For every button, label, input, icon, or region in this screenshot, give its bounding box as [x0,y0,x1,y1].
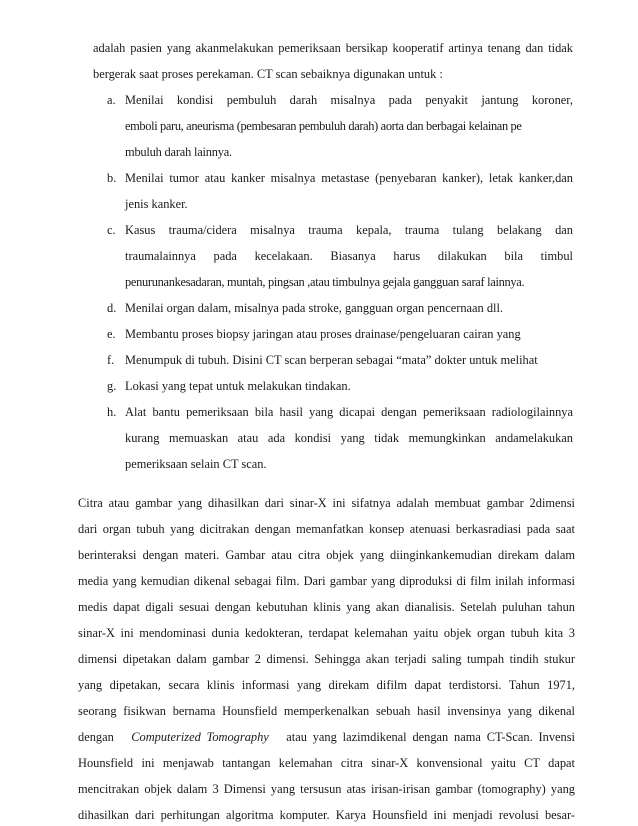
list-marker-h: h. [107,405,117,419]
paragraph-line-9: seorang fisikwan bernama Hounsfield memperkenalkan sebuah hasil invensinya yang dikenal [78,704,575,718]
list-item-d-line-1: Menilai organ dalam, misalnya pada stroke, gangguan organ pencernaan dll. [125,301,504,315]
paragraph-line-11: Hounsfield ini menjawab tantangan kelemahan citra sinar-X konvensional yaitu CT dapat [78,756,575,770]
paragraph-line-3: berinteraksi dengan materi. Gambar atau citra objek yang diinginkankemudian direkam dalam [78,548,575,562]
list-marker-b: b. [107,171,117,185]
list-marker-e: e. [107,327,116,341]
list-item-f-line-1: Menumpuk di tubuh. Disini CT scan berperan sebagai “mata” dokter untuk melihat [125,353,538,367]
list-item-a-line-3: mbuluh darah lainnya. [125,145,232,159]
list-item-a-line-1: Menilai kondisi pembuluh darah misalnya pada penyakit jantung koroner, [125,93,573,107]
list-marker-a: a. [107,93,116,107]
list-item-h-line-3: pemeriksaan selain CT scan. [125,457,267,471]
list-item-b-line-1: Menilai tumor atau kanker misalnya metastase (penyebaran kanker), letak kanker,dan [125,171,573,185]
list-item-b-line-2: jenis kanker. [125,197,188,211]
list-item-h-line-1: Alat bantu pemeriksaan bila hasil yang dicapai dengan pemeriksaan radiologilainnya [125,405,573,419]
list-marker-d: d. [107,301,117,315]
paragraph-line-7: dimensi dipetakan dalam gambar 2 dimensi. Sehingga akan terjadi saling tumpah tindih stukur [78,652,575,666]
paragraph-line-12: mencitrakan objek dalam 3 Dimensi yang tersusun atas irisan-irisan gambar (tomography) yang [78,782,575,796]
intro-line-1: adalah pasien yang akanmelakukan pemeriksaan bersikap kooperatif artinya tenang dan tidak [93,41,573,55]
paragraph-line-13: dihasilkan dari perhitungan algoritma komputer. Karya Hounsfield ini menjadi revolusi besar- [78,808,575,822]
list-marker-c: c. [107,223,116,237]
list-item-g-line-1: Lokasi yang tepat untuk melakukan tindakan. [125,379,351,393]
list-item-c-line-2: traumalainnya pada kecelakaan. Biasanya harus dilakukan bila timbul [125,249,573,263]
list-item-e-line-1: Membantu proses biopsy jaringan atau proses drainase/pengeluaran cairan yang [125,327,521,341]
list-marker-f: f. [107,353,115,367]
computerized-tomography-term: Computerized Tomography [131,730,269,744]
paragraph-line-10-post: atau yang lazimdikenal dengan nama CT-Scan. Invensi [286,730,575,744]
paragraph-line-8: yang dipetakan, secara klinis informasi yang direkam difilm dapat terdistorsi. Tahun 1971, [78,678,575,692]
paragraph-line-10 [78,730,575,744]
paragraph-line-5: medis dapat digali sesuai dengan kebutuhan klinis yang akan dianalisis. Setelah puluhan tahun [78,600,575,614]
list-item-c-line-3: penurunankesadaran, muntah, pingsan ,atau timbulnya gejala gangguan saraf lainnya. [125,275,525,289]
paragraph-line-10-pre: dengan [78,730,114,744]
list-item-c-line-1: Kasus trauma/cidera misalnya trauma kepala, trauma tulang belakang dan [125,223,573,237]
list-item-a-line-2: emboli paru, aneurisma (pembesaran pembuluh darah) aorta dan berbagai kelainan pe [125,119,522,133]
list-marker-g: g. [107,379,117,393]
paragraph-line-1: Citra atau gambar yang dihasilkan dari sinar-X ini sifatnya adalah membuat gambar 2dimensi [78,496,575,510]
paragraph-line-2: dari organ tubuh yang dicitrakan dengan memanfatkan konsep atenuasi berkasradiasi pada saat [78,522,575,536]
paragraph-line-6: sinar-X ini mendominasi dunia kedokteran, terdapat kelemahan yaitu objek organ tubuh kita 3 [78,626,575,640]
list-item-h-line-2: kurang memuaskan atau ada kondisi yang tidak memungkinkan andamelakukan [125,431,573,445]
paragraph-line-4: media yang kemudian dikenal sebagai film. Dari gambar yang diproduksi di film inilah informasi [78,574,575,588]
intro-line-2: bergerak saat proses perekaman. CT scan sebaiknya digunakan untuk : [93,67,443,81]
